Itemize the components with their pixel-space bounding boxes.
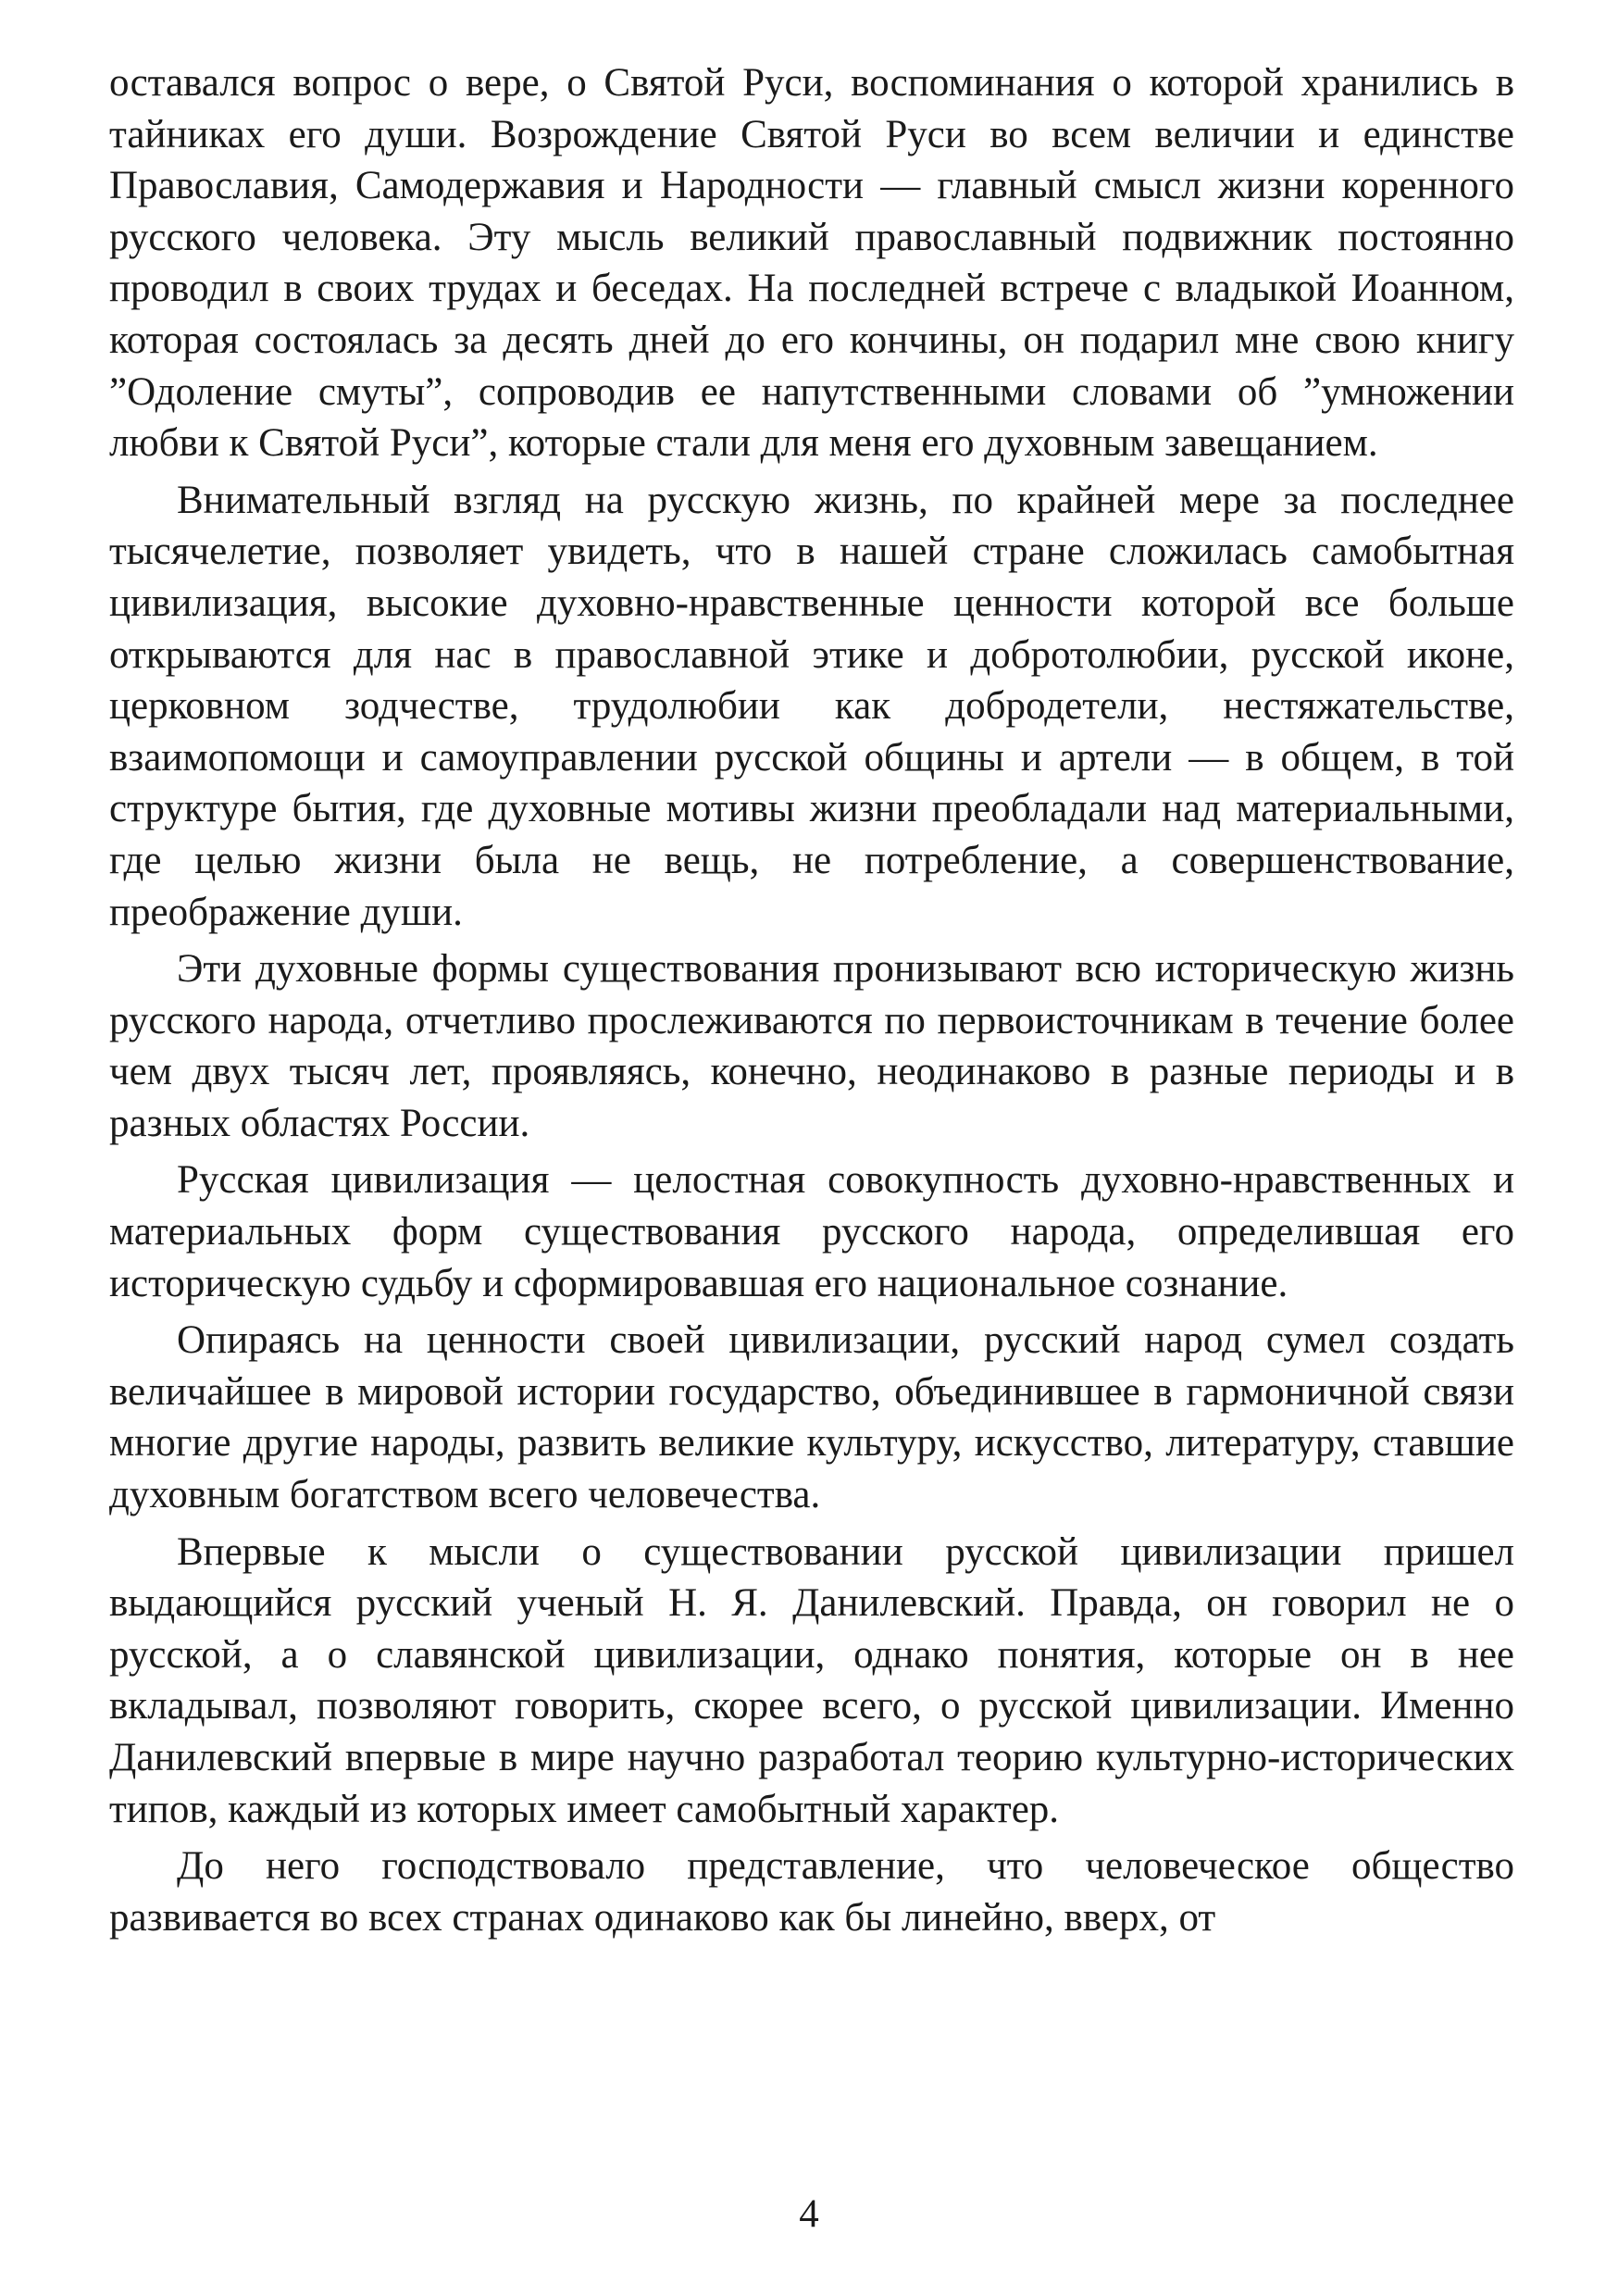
- paragraph-4: Русская цивилизация — целостная совокупность духовно-нравственных и материальных форм существования русского народа, определившая его историческую судьбу и сформировавшая его национальное сознание.: [109, 1158, 1514, 1305]
- paragraph-2: Внимательный взгляд на русскую жизнь, по крайней мере за последнее тысячелетие, позволяет увидеть, что в нашей стране сложилась самобытная цивилизация, высокие духовно-нравственные ценности которой все больше открываются для нас в православной этике и добротолюбии, русской иконе, церковном зодчестве, трудолюбии как добродетели, нестяжательстве, взаимопомощи и самоуправлении русской общины и артели — в общем, в той структуре бытия, где духовные мотивы жизни преобладали над материальными, где целью жизни была не вещь, не потребление, а совершенствование, преображение души.: [109, 478, 1514, 934]
- paragraph-6: Впервые к мысли о существовании русской цивилизации пришел выдающийся русский ученый Н. Я. Данилевский. Правда, он говорил не о русской, а о славянской цивилизации, однако понятия, которые он в нее вкладывал, позволяют говорить, скорее всего, о русской цивилизации. Именно Данилевский впервые в мире научно разработал теорию культурно-исторических типов, каждый из которых имеет самобытный характер.: [109, 1529, 1514, 1831]
- paragraph-7: До него господствовало представление, что человеческое общество развивается во всех странах одинаково как бы линейно, вверх, от: [109, 1844, 1514, 1940]
- paragraph-1: оставался вопрос о вере, о Святой Руси, воспоминания о которой хранились в тайниках его души. Возрождение Святой Руси во всем величии и единстве Православия, Самодержавия и Народности — главный смысл жизни коренного русского человека. Эту мысль великий православный подвижник постоянно проводил в своих трудах и беседах. На последней встрече с владыкой Иоанном, которая состоялась за десять дней до его кончины, он подарил мне свою книгу ”Одоление смуты”, сопроводив ее напутственными словами об ”умножении любви к Святой Руси”, которые стали для меня его духовным завещанием.: [109, 61, 1514, 466]
- page-body: [109, 57, 1514, 2187]
- paragraph-5: Опираясь на ценности своей цивилизации, русский народ сумел создать величайшее в мировой истории государство, объединившее в гармоничной связи многие другие народы, развить великие культуру, искусство, литературу, ставшие духовным богатством всего человечества.: [109, 1318, 1514, 1517]
- page-number: 4: [799, 2192, 819, 2236]
- paragraph-3: Эти духовные формы существования пронизывают всю историческую жизнь русского народа, отчетливо прослеживаются по первоисточникам в течение более чем двух тысяч лет, проявляясь, конечно, неодинаково в разные периоды и в разных областях России.: [109, 947, 1514, 1145]
